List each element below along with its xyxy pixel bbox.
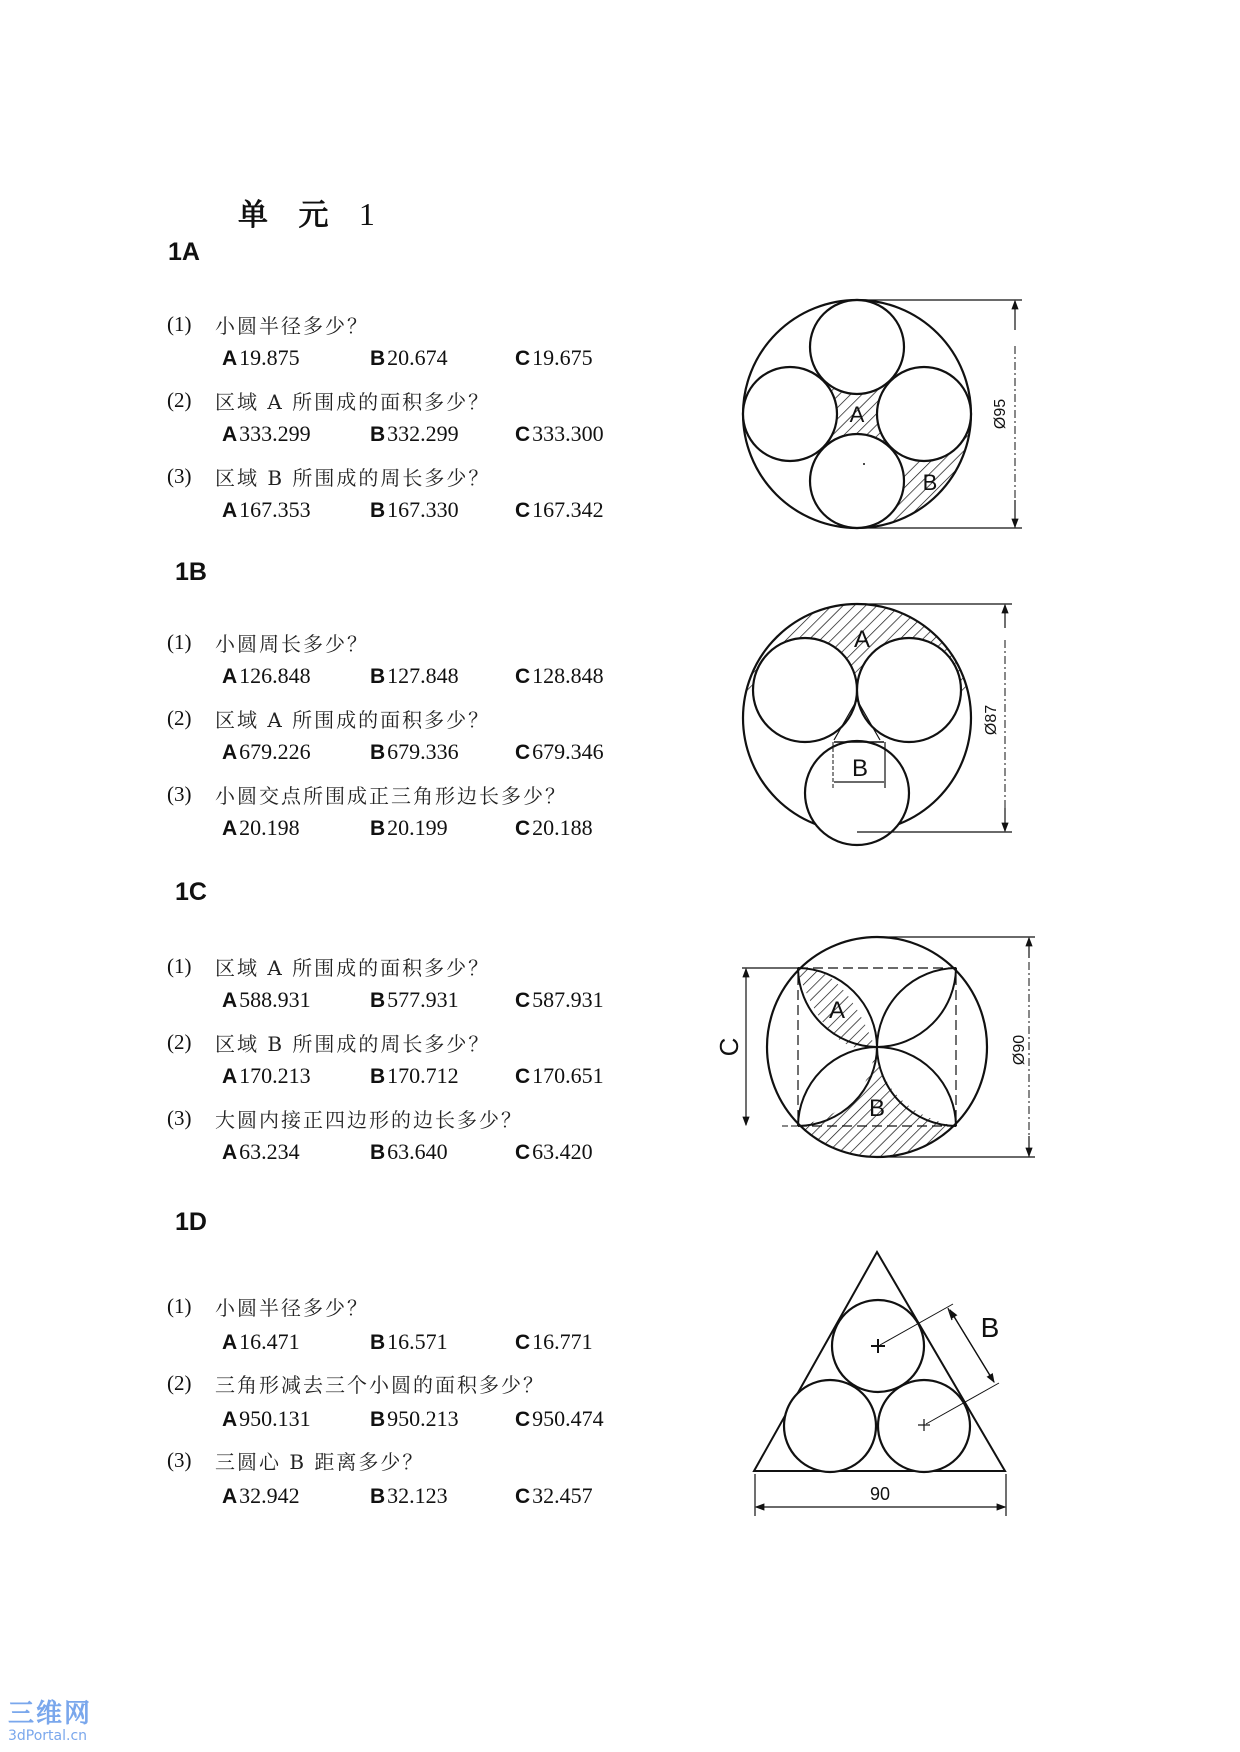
answer-letter: C: [515, 741, 531, 764]
question-number: (1): [167, 1294, 192, 1318]
answer-value: 63.640: [387, 1139, 448, 1164]
question-text: 小圆交点所围成正三角形边长多少？: [215, 784, 567, 808]
answer-letter: B: [370, 1065, 386, 1088]
answer-value: 63.234: [239, 1139, 300, 1164]
question-number: (2): [167, 706, 192, 730]
answer-letter: B: [370, 989, 386, 1012]
question-number: (1): [167, 312, 192, 336]
diagram-1c-label-a: A: [828, 997, 846, 1024]
answer-value: 333.300: [532, 421, 604, 446]
answer-letter: A: [222, 741, 238, 764]
section-heading-1a: 1A: [168, 238, 200, 266]
answer-value: 126.848: [239, 663, 311, 688]
answer-letter: C: [515, 817, 531, 840]
diagram-1c: [742, 937, 1035, 1160]
answer-value: 32.457: [532, 1483, 593, 1508]
answer-value: 127.848: [387, 663, 459, 688]
diagram-1b-label-b: B: [851, 755, 869, 782]
answer-value: 16.771: [532, 1329, 593, 1354]
watermark-logo: [8, 1700, 92, 1744]
answer-value: 170.712: [387, 1063, 459, 1088]
answer-letter: A: [222, 499, 238, 522]
question-text: 区域 A 所围成的面积多少？: [215, 956, 491, 980]
question-number: (2): [167, 1030, 192, 1054]
answer-letter: B: [370, 1408, 386, 1431]
answer-value: 577.931: [387, 987, 459, 1012]
question-number: (3): [167, 1448, 192, 1472]
answer-letter: C: [515, 1331, 531, 1354]
diagram-1b: [743, 604, 1012, 845]
answer-letter: C: [515, 665, 531, 688]
answer-value: 587.931: [532, 987, 604, 1012]
answer-value: 16.471: [239, 1329, 300, 1354]
question-text: 小圆半径多少？: [215, 1296, 369, 1320]
answer-value: 32.123: [387, 1483, 448, 1508]
question-text: 三圆心 B 距离多少？: [215, 1450, 425, 1474]
question-number: (3): [167, 464, 192, 488]
answer-value: 167.342: [532, 497, 604, 522]
watermark-en: 3dPortal.cn: [8, 1728, 88, 1744]
question-number: (1): [167, 630, 192, 654]
diagram-1d-label-b: B: [980, 1312, 1000, 1343]
answer-value: 950.131: [239, 1406, 311, 1431]
answer-letter: A: [222, 1485, 238, 1508]
answer-value: 588.931: [239, 987, 311, 1012]
answer-value: 20.188: [532, 815, 593, 840]
question-text: 小圆周长多少？: [215, 632, 369, 656]
answer-value: 32.942: [239, 1483, 300, 1508]
answer-letter: B: [370, 1141, 386, 1164]
question-number: (2): [167, 1371, 192, 1395]
answer-value: 16.571: [387, 1329, 448, 1354]
answer-letter: C: [515, 989, 531, 1012]
section-heading-1d: 1D: [175, 1208, 207, 1236]
diagram-1d-dimension: 90: [869, 1484, 891, 1504]
answer-letter: A: [222, 817, 238, 840]
question-number: (3): [167, 1106, 192, 1130]
answer-value: 950.213: [387, 1406, 459, 1431]
answer-value: 170.651: [532, 1063, 604, 1088]
watermark-cn: 三维网: [8, 1699, 93, 1729]
answer-letter: B: [370, 1485, 386, 1508]
answer-letter: B: [370, 347, 386, 370]
answer-value: 332.299: [387, 421, 459, 446]
answer-letter: C: [515, 1065, 531, 1088]
answer-value: 167.353: [239, 497, 311, 522]
answer-value: 679.226: [239, 739, 311, 764]
unit-title-text: 单 元: [238, 198, 339, 233]
answer-value: 20.674: [387, 345, 448, 370]
diagram-1c-label-c: C: [714, 1037, 744, 1057]
answer-letter: A: [222, 1408, 238, 1431]
answer-letter: B: [370, 423, 386, 446]
answer-letter: C: [515, 347, 531, 370]
answer-letter: B: [370, 817, 386, 840]
answer-letter: B: [370, 1331, 386, 1354]
answer-letter: A: [222, 1065, 238, 1088]
answer-letter: B: [370, 499, 386, 522]
answer-value: 63.420: [532, 1139, 593, 1164]
question-text: 大圆内接正四边形的边长多少？: [215, 1108, 523, 1132]
diagram-1c-dimension: Ø90: [1011, 1034, 1028, 1066]
answer-letter: C: [515, 1408, 531, 1431]
answer-value: 170.213: [239, 1063, 311, 1088]
diagram-1a-label-b: B: [922, 470, 938, 495]
unit-number: 1: [358, 196, 385, 232]
answer-value: 20.198: [239, 815, 300, 840]
section-heading-1b: 1B: [175, 558, 207, 586]
answer-value: 20.199: [387, 815, 448, 840]
question-text: 区域 B 所围成的周长多少？: [215, 466, 491, 490]
answer-letter: C: [515, 499, 531, 522]
answer-value: 679.346: [532, 739, 604, 764]
answer-value: 950.474: [532, 1406, 604, 1431]
answer-letter: A: [222, 347, 238, 370]
answer-value: 333.299: [239, 421, 311, 446]
section-heading-1c: 1C: [175, 878, 207, 906]
answer-letter: C: [515, 423, 531, 446]
diagram-1a: [743, 300, 1022, 540]
diagram-1b-label-a: A: [853, 626, 871, 653]
answer-letter: A: [222, 423, 238, 446]
diagram-1c-label-b: B: [868, 1095, 886, 1122]
answer-letter: C: [515, 1485, 531, 1508]
answer-letter: A: [222, 989, 238, 1012]
question-number: (1): [167, 954, 192, 978]
answer-letter: A: [222, 665, 238, 688]
answer-letter: B: [370, 741, 386, 764]
question-text: 区域 A 所围成的面积多少？: [215, 708, 491, 732]
question-text: 三角形减去三个小圆的面积多少？: [215, 1373, 545, 1397]
question-number: (2): [167, 388, 192, 412]
question-number: (3): [167, 782, 192, 806]
answer-letter: A: [222, 1141, 238, 1164]
diagram-1a-dimension: Ø95: [992, 398, 1009, 430]
answer-value: 128.848: [532, 663, 604, 688]
diagram-1a-label-a: A: [849, 402, 865, 427]
answer-letter: C: [515, 1141, 531, 1164]
answer-value: 19.875: [239, 345, 300, 370]
answer-value: 167.330: [387, 497, 459, 522]
question-text: 小圆半径多少？: [215, 314, 369, 338]
question-text: 区域 B 所围成的周长多少？: [215, 1032, 491, 1056]
answer-value: 19.675: [532, 345, 593, 370]
question-text: 区域 A 所围成的面积多少？: [215, 390, 491, 414]
diagram-1b-dimension: Ø87: [983, 704, 1000, 736]
answer-letter: B: [370, 665, 386, 688]
answer-value: 679.336: [387, 739, 459, 764]
answer-letter: A: [222, 1331, 238, 1354]
diagram-1d: [754, 1252, 1006, 1516]
